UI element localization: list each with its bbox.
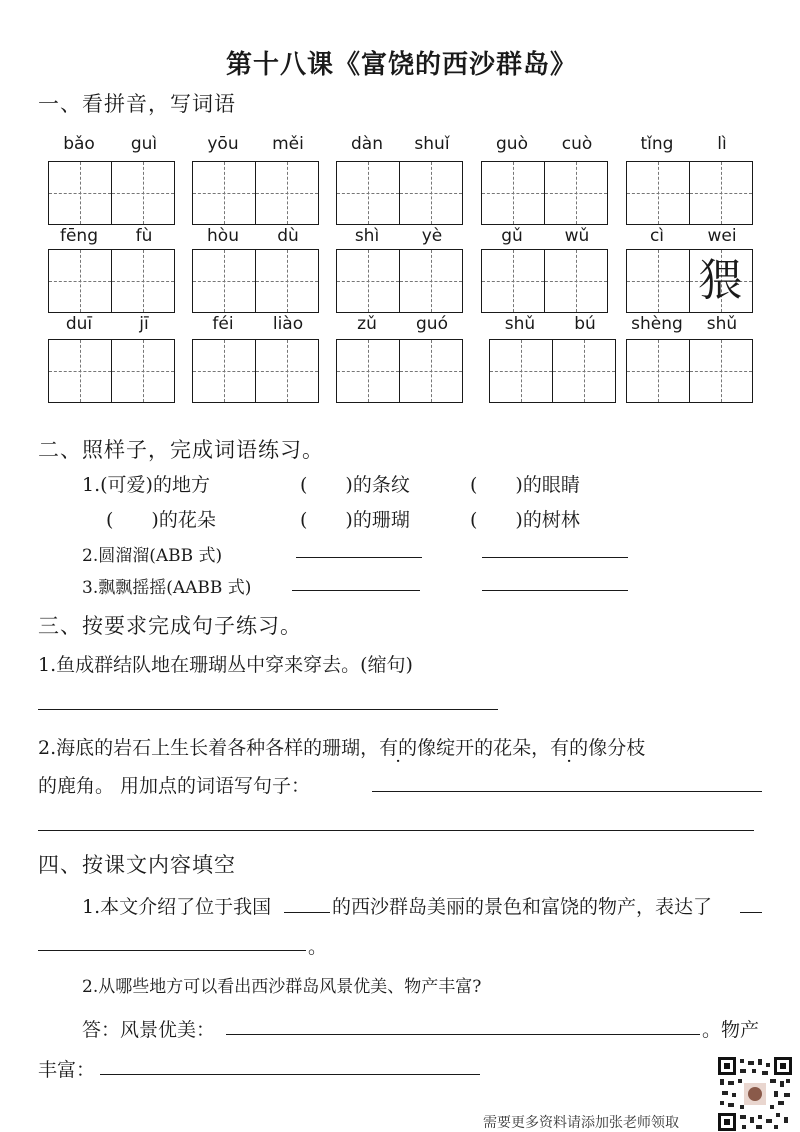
s3-q2-answer-line1[interactable] bbox=[372, 791, 762, 792]
tianzige-cell[interactable] bbox=[552, 339, 616, 403]
writing-box-pair bbox=[336, 249, 461, 313]
pinyin-label: cuò bbox=[561, 134, 593, 154]
pinyin-label: fēng bbox=[59, 226, 98, 246]
s2-q1-item6: ( )的树林 bbox=[470, 509, 580, 531]
pinyin-label: jī bbox=[139, 314, 149, 334]
section2-heading: 二、照样子，完成词语练习。 bbox=[38, 438, 324, 462]
pinyin-label: gǔ bbox=[501, 226, 523, 246]
writing-box-pair bbox=[481, 161, 606, 225]
dotted-word-1: 有的 bbox=[379, 737, 418, 759]
s3-q1-answer-line[interactable] bbox=[38, 709, 498, 710]
s2-q1-item2: ( )的条纹 bbox=[300, 474, 410, 496]
tianzige-cell[interactable] bbox=[399, 339, 463, 403]
s4-q1-part1: 1.本文介绍了位于我国 bbox=[82, 896, 272, 918]
tianzige-cell[interactable] bbox=[48, 339, 112, 403]
tianzige-cell[interactable] bbox=[626, 161, 690, 225]
s3-q1: 1.鱼成群结队地在珊瑚丛中穿来穿去。(缩句) bbox=[38, 654, 413, 676]
tianzige-cell[interactable] bbox=[192, 249, 256, 313]
pinyin-label: guó bbox=[416, 314, 448, 334]
footer-note: 需要更多资料请添加张老师领取 bbox=[483, 1115, 679, 1131]
writing-box-pair bbox=[336, 161, 461, 225]
filled-character: 猥 bbox=[698, 255, 743, 306]
tianzige-cell[interactable] bbox=[489, 339, 553, 403]
writing-box-pair bbox=[192, 161, 317, 225]
s4-q1-blank2b[interactable] bbox=[38, 950, 306, 951]
tianzige-cell[interactable] bbox=[689, 249, 753, 313]
writing-box-pair bbox=[48, 249, 173, 313]
pinyin-label: yōu bbox=[207, 134, 239, 154]
tianzige-cell[interactable] bbox=[111, 161, 175, 225]
tianzige-cell[interactable] bbox=[192, 339, 256, 403]
pinyin-label: guò bbox=[496, 134, 528, 154]
tianzige-cell[interactable] bbox=[255, 249, 319, 313]
tianzige-cell[interactable] bbox=[399, 249, 463, 313]
pinyin-label: shì bbox=[354, 226, 380, 246]
pinyin-label: hòu bbox=[207, 226, 239, 246]
tianzige-cell[interactable] bbox=[255, 161, 319, 225]
tianzige-cell[interactable] bbox=[111, 339, 175, 403]
tianzige-cell[interactable] bbox=[481, 161, 545, 225]
pinyin-label: cì bbox=[649, 226, 665, 246]
tianzige-cell[interactable] bbox=[689, 161, 753, 225]
writing-box-pair bbox=[481, 249, 606, 313]
pinyin-label: shǔ bbox=[504, 314, 536, 334]
tianzige-cell[interactable] bbox=[544, 161, 608, 225]
tianzige-cell[interactable] bbox=[48, 161, 112, 225]
tianzige-cell[interactable] bbox=[192, 161, 256, 225]
s4-q1-blank1[interactable] bbox=[284, 912, 330, 913]
pinyin-label: shuǐ bbox=[414, 134, 450, 154]
pinyin-label: lì bbox=[717, 134, 727, 154]
pinyin-label: duī bbox=[65, 314, 93, 334]
tianzige-cell[interactable] bbox=[111, 249, 175, 313]
tianzige-cell[interactable] bbox=[399, 161, 463, 225]
writing-box-pair bbox=[626, 249, 751, 313]
tianzige-cell[interactable] bbox=[336, 161, 400, 225]
s2-q1-item3: ( )的眼睛 bbox=[470, 474, 580, 496]
s2-q3: 3.飘飘摇摇(AABB 式) bbox=[82, 578, 252, 598]
pinyin-label: dù bbox=[277, 226, 299, 246]
writing-box-pair bbox=[192, 339, 317, 403]
section3-heading: 三、按要求完成句子练习。 bbox=[38, 614, 302, 638]
dotted-word-2: 有的 bbox=[550, 737, 589, 759]
section1-heading: 一、看拼音，写词语 bbox=[38, 92, 236, 116]
s2-q1-item1: 1.(可爱)的地方 bbox=[82, 474, 210, 496]
writing-box-pair bbox=[626, 339, 751, 403]
s3-q2-answer-line2[interactable] bbox=[38, 830, 754, 831]
pinyin-label: shǔ bbox=[706, 314, 738, 334]
s2-q2-blank1[interactable] bbox=[296, 557, 422, 558]
s2-q1-item5: ( )的珊瑚 bbox=[300, 509, 410, 531]
s2-q1-item4: ( )的花朵 bbox=[106, 509, 216, 531]
pinyin-label: bú bbox=[574, 314, 596, 334]
tianzige-cell[interactable] bbox=[48, 249, 112, 313]
pinyin-label: fù bbox=[135, 226, 153, 246]
qr-code-icon bbox=[718, 1057, 792, 1131]
pinyin-label: yè bbox=[421, 226, 443, 246]
pinyin-label: liào bbox=[272, 314, 304, 334]
s3-q2-line2: 的鹿角。 用加点的词语写句子： bbox=[38, 775, 311, 797]
tianzige-cell[interactable] bbox=[255, 339, 319, 403]
pinyin-label: féi bbox=[212, 314, 234, 334]
tianzige-cell[interactable] bbox=[336, 249, 400, 313]
pinyin-label: shèng bbox=[631, 314, 683, 334]
pinyin-label: wei bbox=[707, 226, 737, 246]
writing-box-pair bbox=[48, 161, 173, 225]
s4-answer-line2-label: 丰富： bbox=[38, 1059, 96, 1081]
s4-q1-part2: 的西沙群岛美丽的景色和富饶的物产，表达了 bbox=[332, 896, 713, 918]
tianzige-cell[interactable] bbox=[689, 339, 753, 403]
s4-answer-mid: 。物产 bbox=[702, 1019, 760, 1041]
writing-box-pair bbox=[626, 161, 751, 225]
s2-q2: 2.圆溜溜(ABB 式) bbox=[82, 546, 223, 566]
s2-q2-blank2[interactable] bbox=[482, 557, 628, 558]
writing-box-pair bbox=[336, 339, 461, 403]
s3-q2-line1: 2.海底的岩石上生长着各种各样的珊瑚，有的像绽开的花朵，有的像分枝 bbox=[38, 733, 645, 760]
writing-box-pair bbox=[192, 249, 317, 313]
s4-answer-line1[interactable] bbox=[226, 1034, 700, 1035]
tianzige-cell[interactable] bbox=[626, 339, 690, 403]
s4-q1-end: 。 bbox=[308, 936, 328, 958]
pinyin-label: zǔ bbox=[357, 314, 377, 334]
writing-box-pair bbox=[489, 339, 614, 403]
page-title: 第十八课《富饶的西沙群岛》 bbox=[226, 50, 578, 80]
pinyin-label: dàn bbox=[351, 134, 383, 154]
tianzige-cell[interactable] bbox=[336, 339, 400, 403]
s4-answer-line2[interactable] bbox=[100, 1074, 480, 1075]
s4-q2: 2.从哪些地方可以看出西沙群岛风景优美、物产丰富? bbox=[82, 977, 482, 997]
tianzige-cell[interactable] bbox=[481, 249, 545, 313]
tianzige-cell[interactable] bbox=[626, 249, 690, 313]
section4-heading: 四、按课文内容填空 bbox=[38, 853, 236, 877]
pinyin-label: měi bbox=[272, 134, 304, 154]
s2-q3-blank1[interactable] bbox=[292, 590, 420, 591]
pinyin-label: tǐng bbox=[640, 134, 674, 154]
writing-box-pair bbox=[48, 339, 173, 403]
pinyin-label: guì bbox=[130, 134, 158, 154]
pinyin-label: bǎo bbox=[63, 134, 95, 154]
s4-answer-label: 答：风景优美： bbox=[82, 1019, 216, 1041]
tianzige-cell[interactable] bbox=[544, 249, 608, 313]
s2-q3-blank2[interactable] bbox=[482, 590, 628, 591]
pinyin-label: wǔ bbox=[564, 226, 590, 246]
s4-q1-blank2a[interactable] bbox=[740, 912, 762, 913]
